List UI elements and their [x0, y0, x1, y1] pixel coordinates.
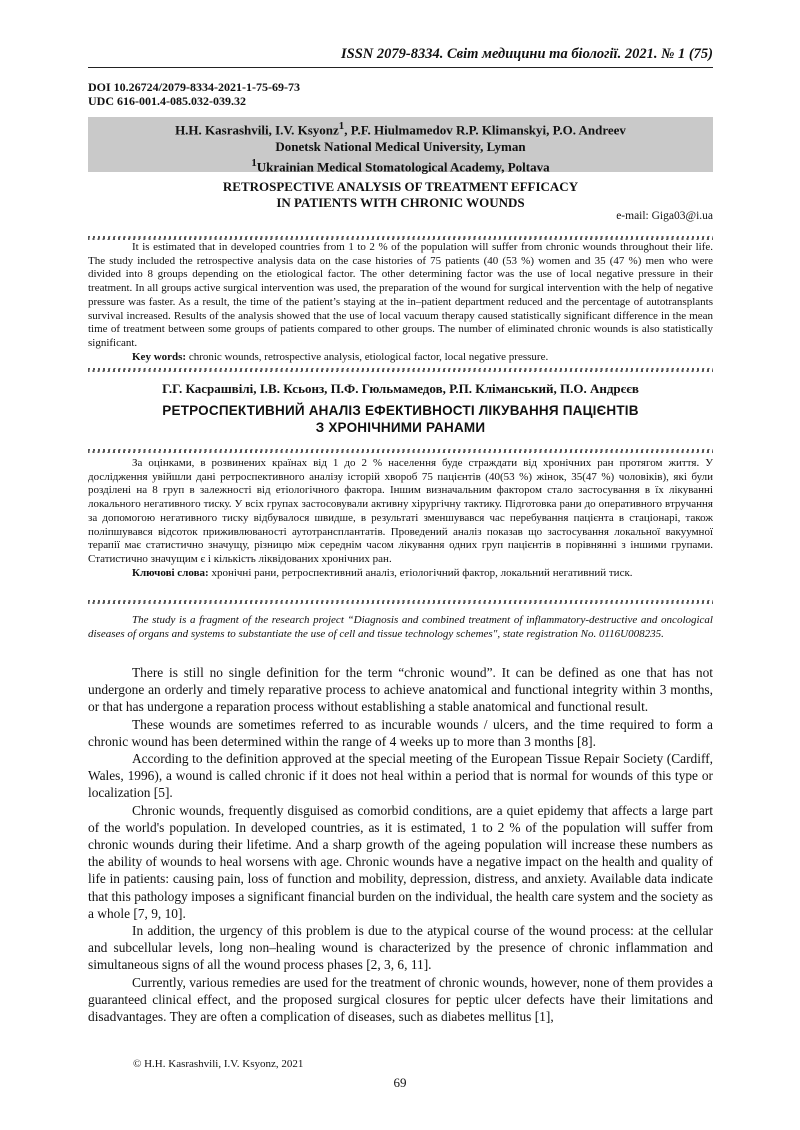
title-en-line-1: RETROSPECTIVE ANALYSIS OF TREATMENT EFFICACY — [222, 179, 579, 194]
keywords-ua-label: Ключові слова: — [132, 566, 209, 579]
journal-header: ISSN 2079-8334. Світ медицини та біології. 2021. № 1 (75) — [341, 46, 713, 62]
authors-en-superscript: 1 — [338, 120, 345, 132]
article-body — [88, 664, 713, 1025]
funding-text: The study is a fragment of the research project “Diagnosis and combined treatment of inflammatory-destructive and oncological diseases of organs and systems to substantiate the use of cell and tissue technology schemes", state registration No. 0116U008235. — [88, 614, 713, 640]
affiliation-2 — [88, 155, 713, 175]
keywords-en-text: chronic wounds, retrospective analysis, etiological factor, local negative pressure. — [188, 350, 549, 363]
abstract-en — [88, 241, 713, 364]
abstract-ua-text: За оцінками, в розвинених країнах від 1 до 2 % населення буде страждати від хронічних ран протягом життя. У дослідження увійшли дані ретроспективного аналізу історій хвороб 75 пацієнтів (40(53 %) жінок, 35(47 %) чоловіків), які були розділені на 8 груп в залежності від етіологічного фактора. Іншим визначальним фактором стало застосування в їх лікуванні локального негативного тиску. У всіх групах застосовували активну хірургічну тактику. Підготовка рани до оперативного втручання за допомогою негативного тиску відбувалося швидше, в результаті зменшувався час перебування пацієнта в стаціонарі, також поліпшувався відсоток приживлюваності аутотрансплантатів. Проведений аналіз показав що застосування локальної вакуумної терапії має статистично значущу, різницю між середнім часом лікування одних груп пацієнтів в порівнянні з іншими групами. Статистично значущим є і кількість ліквідованих хронічних ран. — [88, 457, 713, 565]
keywords-en-label: Key words: — [132, 350, 187, 363]
title-ua-line-2: З ХРОНІЧНИМИ РАНАМИ — [315, 420, 486, 435]
affiliation-2-text: Ukrainian Medical Stomatological Academy, Poltava — [256, 159, 550, 175]
doi: DOI 10.26724/2079-8334-2021-1-75-69-73 — [88, 80, 300, 94]
authors-ua: Г.Г. Касрашвілі, І.В. Ксьонз, П.Ф. Гюльмамедов, Р.П. Кліманський, П.О. Андрєєв — [162, 381, 639, 396]
abstract-en-text: It is estimated that in developed countries from 1 to 2 % of the population will suffer from chronic wounds throughout their life. The study included the retrospective analysis data on the case histories of 75 patients (40 (53 %) women and 35 (47 %) men who were divided into 8 groups depending on the etiological factor. The other determining factor was the use of local negative pressure in their treatment. In all groups active surgical intervention was used, the preparation of the wound for surgical intervention with the help of negative pressure was faster. As a result, the time of the patient’s staying at the in–patient department reduced and the percentage of autotransplants survival increased. Results of the analysis showed that the use of local vacuum therapy caused statistically significant difference in the mean time of treatment between some groups of patients compared to other groups. The number of eliminated chronic wounds is also statistically significant. — [88, 241, 713, 349]
divider — [88, 368, 713, 372]
header-rule — [88, 67, 713, 68]
page-number: 69 — [393, 1075, 407, 1090]
body-paragraph: There is still no single definition for the term “chronic wound”. It can be defined as one that has not undergone an orderly and timely reparative process to achieve anatomical and functional integrity within 3 months, or that has undergone a reparation process without establishing a stable anatomical and functional result. — [88, 665, 713, 715]
udc: UDC 616-001.4-085.032-039.32 — [88, 94, 246, 108]
title-ua-line-1: РЕТРОСПЕКТИВНИЙ АНАЛІЗ ЕФЕКТИВНОСТІ ЛІКУВАННЯ ПАЦІЄНТІВ — [162, 403, 639, 418]
author-affiliation-box — [88, 117, 713, 175]
divider — [88, 600, 713, 604]
authors-en-part-a: H.H. Kasrashvili, I.V. Ksyonz — [175, 122, 339, 138]
keywords-ua — [88, 567, 713, 581]
affiliation-2-superscript: 1 — [251, 157, 257, 170]
authors-en — [88, 118, 713, 138]
abstract-ua — [88, 457, 713, 580]
body-paragraph: Currently, various remedies are used for the treatment of chronic wounds, however, none of them provides a guaranteed clinical effect, and the proposed surgical closures for peptic ulcer defects have their limitations and disadvantages. They are often a complication of diseases, such as diabetes mellitus [1], — [88, 974, 713, 1025]
keywords-en — [88, 351, 713, 365]
copyright: © H.H. Kasrashvili, I.V. Ksyonz, 2021 — [133, 1058, 304, 1070]
keywords-ua-text: хронічні рани, ретроспективний аналіз, етіологічний фактор, локальний негативний тиск. — [211, 566, 633, 579]
body-paragraph: Chronic wounds, frequently disguised as comorbid conditions, are a quiet epidemy that affects a large part of the world's population. In developed countries, as it is estimated, 1 to 2 % of the population will suffer from chronic wounds during their lifetime. And a sharp growth of the ageing population will increase these numbers as the ability of wounds to heal worsens with age. Chronic wounds have a negative impact on the health and quality of life in patients: causing pain, loss of function and mobility, depression, distress, and anxiety. Available data indicate that this pathology imposes a significant financial burden on the individual, the health care system and the society as a whole [7, 9, 10]. — [88, 802, 713, 921]
authors-en-part-b: , P.F. Hiulmamedov R.P. Klimanskyi, P.O. Andreev — [344, 122, 626, 138]
divider — [88, 236, 713, 240]
body-paragraph: According to the definition approved at the special meeting of the European Tissue Repair Society (Cardiff, Wales, 1996), a wound is called chronic if it does not heal within a period that is normal for wounds of this type or localization [5]. — [88, 751, 713, 801]
funding-note — [88, 614, 713, 641]
divider — [88, 449, 713, 453]
affiliation-1: Donetsk National Medical University, Lyman — [275, 139, 526, 155]
title-en — [88, 179, 713, 211]
body-paragraph: In addition, the urgency of this problem is due to the atypical course of the wound process: at the cellular and subcellular levels, long non–healing wound is characterized by the presence of chronic inflammation and simultaneous signs of all the wound process phases [2, 3, 6, 11]. — [88, 923, 713, 973]
title-en-line-2: IN PATIENTS WITH CHRONIC WOUNDS — [276, 195, 525, 210]
title-ua — [88, 402, 713, 436]
body-paragraph: These wounds are sometimes referred to as incurable wounds / ulcers, and the time required to form a chronic wound has been determined within the range of 4 weeks up to more than 3 months [8]. — [88, 716, 713, 749]
contact-email: e-mail: Giga03@i.ua — [616, 210, 713, 222]
